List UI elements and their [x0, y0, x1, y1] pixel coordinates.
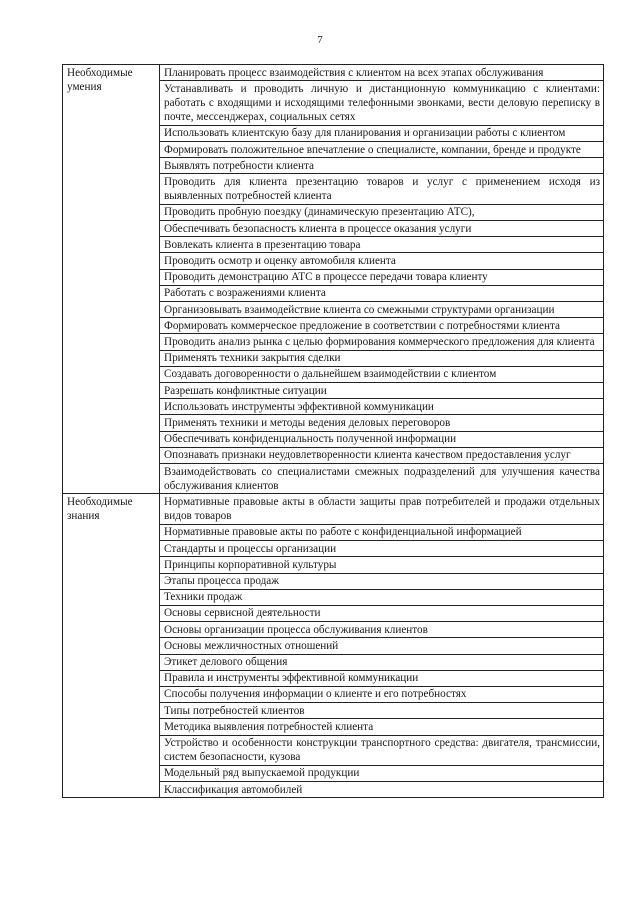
table-cell-item: Использовать инструменты эффективной коммуникации: [160, 399, 604, 415]
table-cell-item: Типы потребностей клиентов: [160, 703, 604, 719]
section-label-line: Необходимые: [67, 495, 133, 508]
table-cell-item: Нормативные правовые акты в области защиты прав потребителей и продажи отдельных видов товаров: [160, 494, 604, 524]
section-label-line: знания: [67, 510, 100, 523]
table-cell-item: Правила и инструменты эффективной коммуникации: [160, 670, 604, 686]
section-label-line: Необходимые: [67, 66, 133, 79]
table-cell-item: Модельный ряд выпускаемой продукции: [160, 765, 604, 781]
table-cell-item: Основы сервисной деятельности: [160, 605, 604, 621]
table-cell-item: Применять техники закрытия сделки: [160, 350, 604, 366]
page-number: 7: [317, 34, 323, 46]
table-cell-item: Разрешать конфликтные ситуации: [160, 383, 604, 399]
table-cell-item: Методика выявления потребностей клиента: [160, 719, 604, 735]
table-cell-item: Принципы корпоративной культуры: [160, 557, 604, 573]
section-label: [63, 65, 160, 494]
section-label-line: умения: [67, 80, 102, 93]
table-cell-item: Организовывать взаимодействие клиента со смежными структурами организации: [160, 302, 604, 318]
table-cell-item: Вовлекать клиента в презентацию товара: [160, 237, 604, 253]
table-cell-item: Проводить для клиента презентацию товаров и услуг с применением исходя из выявленных потребностей клиента: [160, 174, 604, 204]
table-cell-item: Способы получения информации о клиенте и его потребностях: [160, 686, 604, 702]
table-cell-item: Проводить анализ рынка с целью формирования коммерческого предложения для клиента: [160, 334, 604, 350]
requirements-table-body: [63, 65, 604, 798]
table-cell-item: Формировать коммерческое предложение в соответствии с потребностями клиента: [160, 318, 604, 334]
table-cell-item: Проводить демонстрацию АТС в процессе передачи товара клиенту: [160, 269, 604, 285]
table-cell-item: Этикет делового общения: [160, 654, 604, 670]
table-row: [63, 494, 604, 524]
table-cell-item: Формировать положительное впечатление о специалисте, компании, бренде и продукте: [160, 142, 604, 158]
table-cell-item: Нормативные правовые акты по работе с конфиденциальной информацией: [160, 524, 604, 540]
table-cell-item: Опознавать признаки неудовлетворенности клиента качеством предоставления услуг: [160, 447, 604, 463]
table-cell-item: Работать с возражениями клиента: [160, 285, 604, 301]
table-cell-item: Обеспечивать конфиденциальность полученной информации: [160, 431, 604, 447]
table-cell-item: Устройство и особенности конструкции транспортного средства: двигателя, трансмиссии, систем безопасности, кузова: [160, 735, 604, 765]
table-cell-item: Планировать процесс взаимодействия с клиентом на всех этапах обслуживания: [160, 65, 604, 81]
table-cell-item: Создавать договоренности о дальнейшем взаимодействии с клиентом: [160, 366, 604, 382]
table-cell-item: Стандарты и процессы организации: [160, 541, 604, 557]
table-cell-item: Основы межличностных отношений: [160, 638, 604, 654]
table-cell-item: Применять техники и методы ведения деловых переговоров: [160, 415, 604, 431]
table-cell-item: Проводить осмотр и оценку автомобиля клиента: [160, 253, 604, 269]
table-cell-item: Выявлять потребности клиента: [160, 158, 604, 174]
table-cell-item: Взаимодействовать со специалистами смежных подразделений для улучшения качества обслуживания клиентов: [160, 464, 604, 494]
table-cell-item: Этапы процесса продаж: [160, 573, 604, 589]
table-row: [63, 65, 604, 81]
table-cell-item: Техники продаж: [160, 589, 604, 605]
table-cell-item: Использовать клиентскую базу для планирования и организации работы с клиентом: [160, 125, 604, 141]
table-cell-item: Основы организации процесса обслуживания клиентов: [160, 622, 604, 638]
table-cell-item: Классификация автомобилей: [160, 782, 604, 798]
section-label: [63, 494, 160, 798]
table-cell-item: Проводить пробную поездку (динамическую презентацию АТС),: [160, 204, 604, 220]
requirements-table: [62, 64, 604, 798]
table-cell-item: Обеспечивать безопасность клиента в процессе оказания услуги: [160, 221, 604, 237]
table-cell-item: Устанавливать и проводить личную и дистанционную коммуникацию с клиентами: работать с входящими и исходящими телефонными звонками, вести деловую переписку в почте, мессенджерах, социальных сетях: [160, 81, 604, 126]
